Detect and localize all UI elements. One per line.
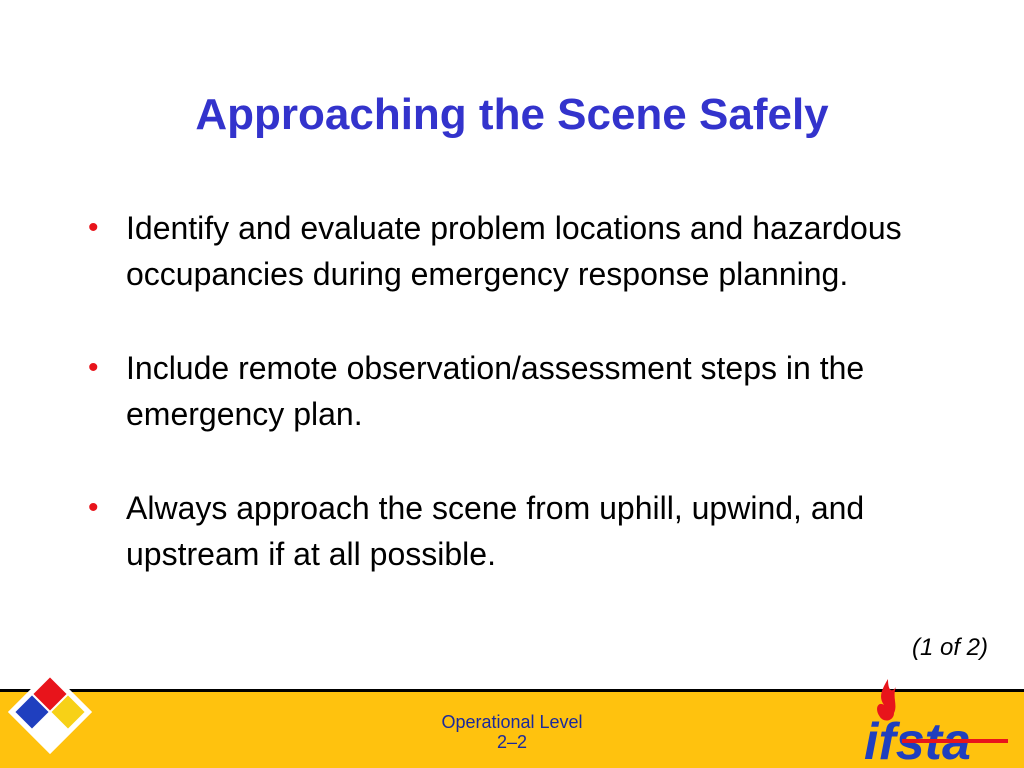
bullet-item-3	[88, 485, 968, 577]
bullet-marker: •	[88, 351, 99, 384]
ifsta-flame-logo	[858, 675, 1010, 765]
bullet-item-1	[88, 205, 968, 297]
bullet-item-2	[88, 345, 968, 437]
bullet-text: Always approach the scene from uphill, upwind, and upstream if at all possible.	[126, 490, 865, 572]
bullet-marker: •	[88, 491, 99, 524]
bullet-text: Include remote observation/assessment steps in the emergency plan.	[126, 350, 865, 432]
bullet-text: Identify and evaluate problem locations and hazardous occupancies during emergency response planning.	[126, 210, 902, 292]
bullet-marker: •	[88, 211, 99, 244]
slide-counter: (1 of 2)	[911, 634, 988, 661]
nfpa-hazard-diamond-icon	[8, 670, 92, 754]
logo-wordmark: ifsta	[864, 713, 971, 765]
bullet-list	[88, 205, 968, 625]
footer-page-number: 2–2	[496, 732, 528, 752]
slide-title: Approaching the Scene Safely	[195, 90, 829, 139]
footer-level: Operational Level	[441, 712, 583, 732]
